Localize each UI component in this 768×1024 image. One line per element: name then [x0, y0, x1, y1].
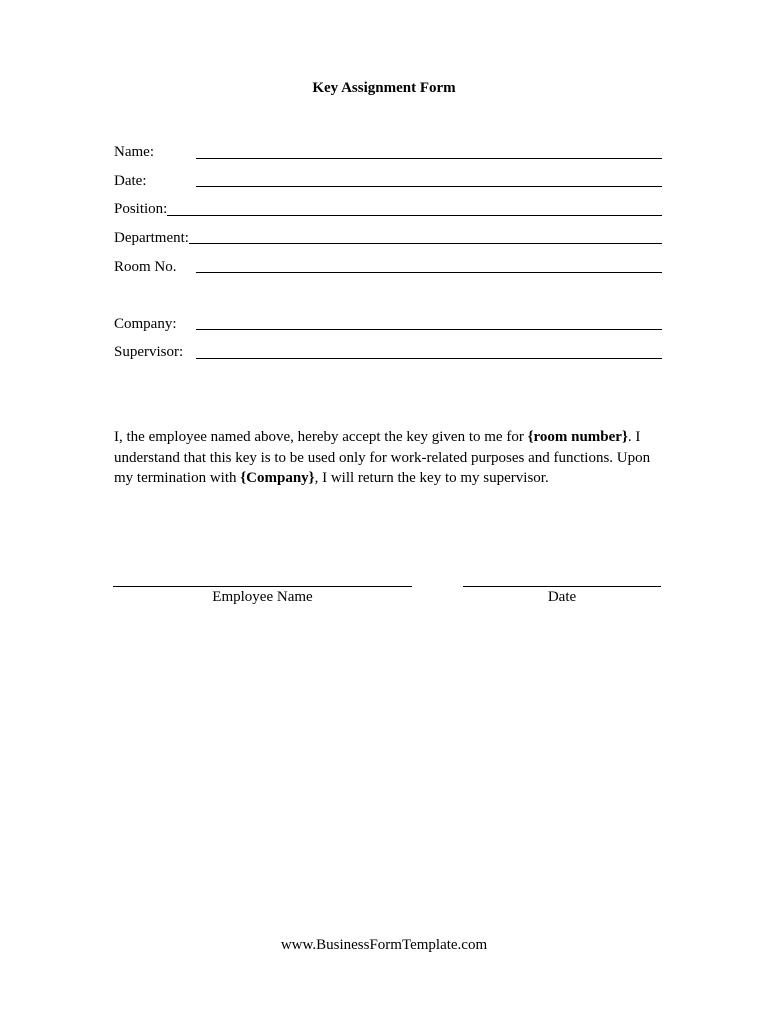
company-field[interactable]: [196, 329, 662, 330]
company-label: Company:: [114, 316, 177, 332]
room-number-field[interactable]: [196, 272, 662, 273]
position-field[interactable]: [167, 215, 662, 216]
agreement-text-part3: , I will return the key to my supervisor.: [314, 470, 549, 486]
agreement-text-part2: . I understand that this key is to be used only for work-related purposes and functions. Upon my termination with: [114, 429, 651, 486]
supervisor-label: Supervisor:: [114, 344, 184, 360]
employee-name-signature-line[interactable]: [113, 586, 412, 587]
date-label: Date:: [114, 173, 147, 189]
room-number-placeholder: {room number}: [527, 429, 628, 445]
employee-name-label: Employee Name: [212, 589, 313, 605]
date-signature-line[interactable]: [463, 586, 661, 587]
date-field[interactable]: [196, 186, 662, 187]
supervisor-field[interactable]: [196, 358, 662, 359]
footer-website: www.BusinessFormTemplate.com: [280, 937, 488, 953]
signature-date-label: Date: [547, 589, 577, 605]
name-label: Name:: [114, 144, 154, 160]
room-number-label: Room No.: [114, 259, 177, 275]
department-field[interactable]: [189, 243, 662, 244]
company-placeholder: {Company}: [240, 470, 315, 486]
page-title: Key Assignment Form: [312, 80, 456, 96]
department-label: Department:: [114, 230, 189, 246]
agreement-text-part1: I, the employee named above, hereby accept the key given to me for: [114, 429, 528, 445]
agreement-paragraph: [114, 427, 662, 489]
position-label: Position:: [114, 201, 168, 217]
name-field[interactable]: [196, 158, 662, 159]
